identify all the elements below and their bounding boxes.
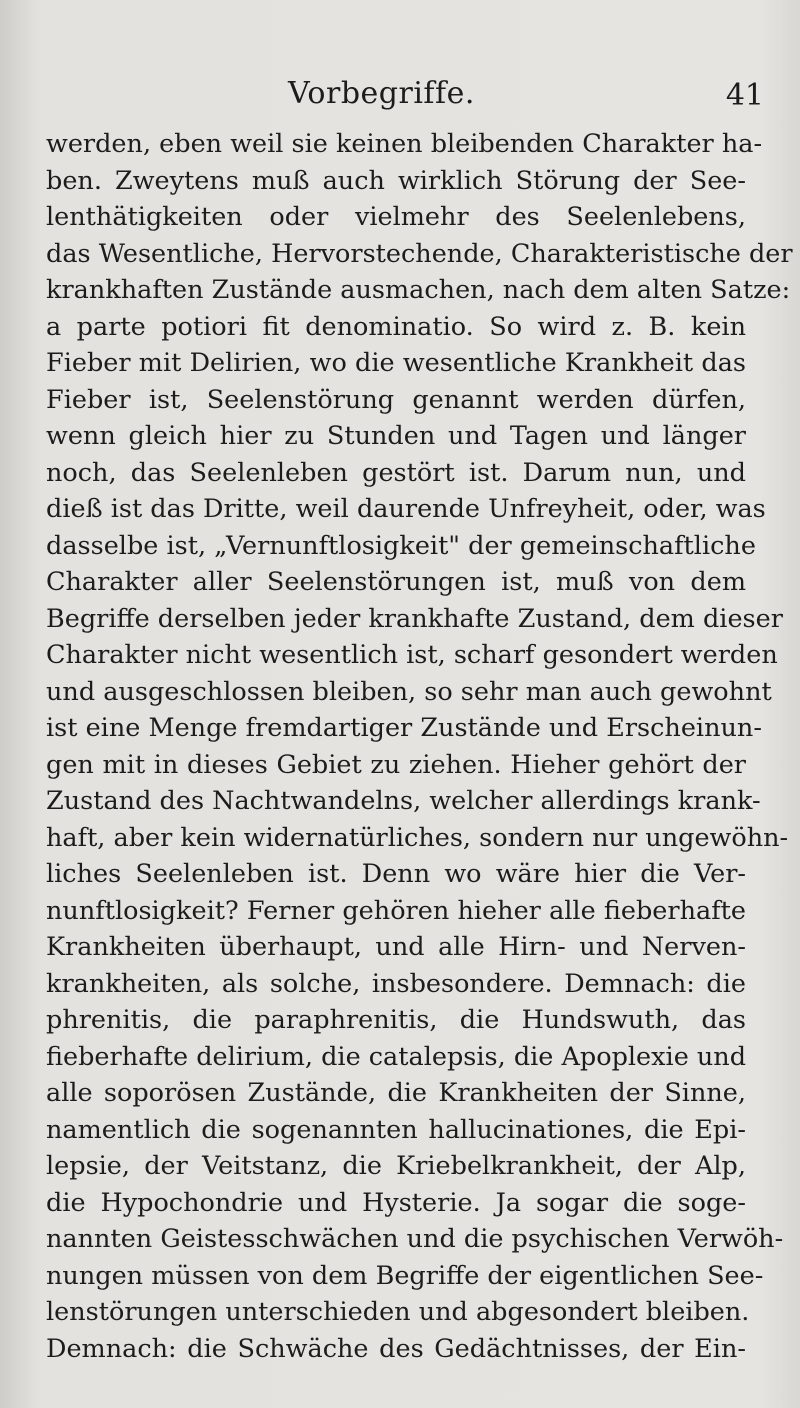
text-line: dasselbe ist, „Vernunftlosigkeit" der gemeinschaftliche xyxy=(46,530,756,561)
text-line: das Wesentliche, Hervorstechende, Charakteristische der xyxy=(46,238,793,269)
text-line: dieß ist das Dritte, weil daurende Unfreyheit, oder, was xyxy=(46,494,766,524)
page-number: 41 xyxy=(725,78,764,113)
text-line: lepsie, der Veitstanz, die Kriebelkrankheit, der Alp, xyxy=(46,1151,746,1181)
text-line: die Hypochondrie und Hysterie. Ja sogar die soge- xyxy=(46,1187,746,1218)
text-line: Demnach: die Schwäche des Gedächtnisses, der Ein- xyxy=(46,1333,746,1364)
running-title: Vorbegriffe. xyxy=(288,76,475,111)
text-line: Fieber mit Delirien, wo die wesentliche Krankheit das xyxy=(46,348,746,378)
text-line: werden, eben weil sie keinen bleibenden Charakter ha- xyxy=(46,129,763,159)
text-line: wenn gleich hier zu Stunden und Tagen und länger xyxy=(46,421,746,451)
text-line: noch, das Seelenleben gestört ist. Darum nun, und xyxy=(46,457,746,488)
text-line: Charakter aller Seelenstörungen ist, muß von dem xyxy=(46,567,746,597)
text-line: alle soporösen Zustände, die Krankheiten der Sinne, xyxy=(46,1078,746,1108)
text-line: haft, aber kein widernatürliches, sondern nur ungewöhn- xyxy=(46,822,789,853)
text-line: lenstörungen unterschieden und abgesondert bleiben. xyxy=(46,1297,750,1327)
text-line: Begriffe derselben jeder krankhafte Zustand, dem dieser xyxy=(46,603,783,634)
text-line: namentlich die sogenannten hallucinationes, die Epi- xyxy=(46,1114,746,1145)
page-header xyxy=(48,76,764,116)
text-line: krankheiten, als solche, insbesondere. Demnach: die xyxy=(46,968,746,999)
text-line: Charakter nicht wesentlich ist, scharf gesondert werden xyxy=(46,640,778,670)
body-text xyxy=(46,126,793,1367)
text-line: nungen müssen von dem Begriffe der eigentlichen See- xyxy=(46,1260,764,1291)
text-line: liches Seelenleben ist. Denn wo wäre hier die Ver- xyxy=(46,859,746,889)
text-line: krankhaften Zustände ausmachen, nach dem alten Satze: xyxy=(46,275,791,305)
text-line: nunftlosigkeit? Ferner gehören hieher alle fieberhafte xyxy=(46,895,746,926)
text-line: lenthätigkeiten oder vielmehr des Seelenlebens, xyxy=(46,202,746,232)
text-line: gen mit in dieses Gebiet zu ziehen. Hieher gehört der xyxy=(46,749,746,780)
text-line: und ausgeschlossen bleiben, so sehr man auch gewohnt xyxy=(46,676,772,707)
text-line: nannten Geistesschwächen und die psychischen Verwöh- xyxy=(46,1224,784,1254)
text-line: fieberhafte delirium, die catalepsis, die Apoplexie und xyxy=(46,1041,747,1072)
text-line: Fieber ist, Seelenstörung genannt werden dürfen, xyxy=(46,384,746,415)
text-line: Krankheiten überhaupt, und alle Hirn- und Nerven- xyxy=(46,932,746,962)
text-line: a parte potiori fit denominatio. So wird z. B. kein xyxy=(46,311,746,342)
text-line: phrenitis, die paraphrenitis, die Hundswuth, das xyxy=(46,1005,746,1035)
text-line: ist eine Menge fremdartiger Zustände und Erscheinun- xyxy=(46,713,762,743)
text-line: ben. Zweytens muß auch wirklich Störung der See- xyxy=(46,165,746,196)
text-line: Zustand des Nachtwandelns, welcher allerdings krank- xyxy=(46,786,761,816)
